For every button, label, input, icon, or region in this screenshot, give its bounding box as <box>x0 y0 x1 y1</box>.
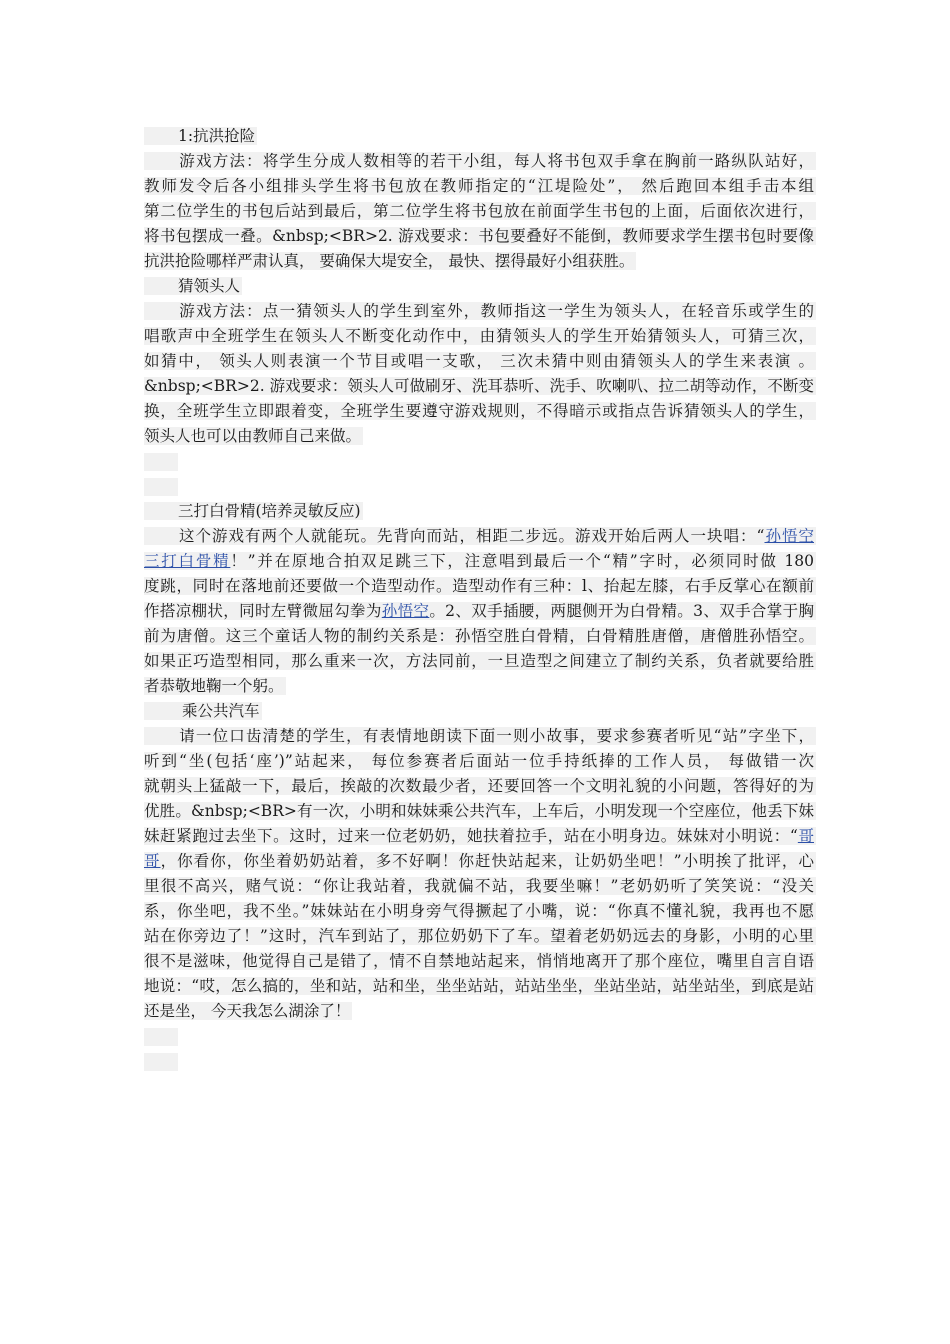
paragraph-line: 还是坐， 今天我怎么湖涂了！ <box>144 1002 351 1020</box>
link-sun-wukong-2[interactable]: 孙悟空 <box>381 602 430 620</box>
paragraph-line: 请一位口齿清楚的学生，有表情地朗读下面一则小故事，要求参赛者听见“站”字坐下， <box>144 724 816 749</box>
link-brother[interactable]: 哥 <box>797 827 814 845</box>
paragraph-line: 抗洪抢险哪样严肃认真， 要确保大堤安全， 最快、摆得最好小组获胜。 <box>144 252 635 270</box>
section-title-flood: 1:抗洪抢险 <box>144 124 816 149</box>
link-three-strikes[interactable]: 三打白骨精 <box>144 552 231 570</box>
empty-paragraph <box>144 1024 816 1049</box>
paragraph-line: 地说：“哎，怎么搞的，坐和站，站和坐，坐坐站站，站站坐坐，坐站坐站，站坐站坐，到底是站 <box>144 977 814 995</box>
link-sun-wukong[interactable]: 孙悟空 <box>764 527 814 545</box>
section-title-bus: 乘公共汽车 <box>144 699 816 724</box>
paragraph-line: 换，全班学生立即跟着变，全班学生要遵守游戏规则，不得暗示或指点告诉猜领头人的学生， <box>144 402 814 420</box>
document-body <box>144 124 816 1074</box>
paragraph-line: 第二位学生的书包后站到最后，第二位学生将书包放在前面学生书包的上面，后面依次进行， <box>144 202 814 220</box>
paragraph-line: 里很不高兴，赌气说：“你让我站着，我就偏不站，我要坐嘛！”老奶奶听了笑笑说：“没关 <box>144 877 814 895</box>
empty-paragraph <box>144 449 816 474</box>
paragraph-line: 三打白骨精！”并在原地合拍双足跳三下，注意唱到最后一个“精”字时，必须同时做 180 <box>144 552 814 570</box>
section-title-guess-leader: 猜领头人 <box>144 274 816 299</box>
paragraph-line: 作搭凉棚状，同时左臂微屈勾拳为孙悟空。2、双手插腰，两腿侧开为白骨精。3、双手合掌于胸 <box>144 602 814 620</box>
empty-paragraph <box>144 1049 816 1074</box>
empty-paragraph <box>144 474 816 499</box>
paragraph-line: 系，你坐吧，我不坐。”妹妹站在小明身旁气得撅起了小嘴，说：“你真不懂礼貌，我再也不愿 <box>144 902 814 920</box>
paragraph-line: 唱歌声中全班学生在领头人不断变化动作中，由猜领头人的学生开始猜领头人，可猜三次， <box>144 327 814 345</box>
paragraph-line: 听到“坐(包括‘座’)”站起来， 每位参赛者后面站一位手持纸捧的工作人员， 每做错一次 <box>144 752 814 770</box>
paragraph-line: 如果正巧造型相同，那么重来一次，方法同前，一旦造型之间建立了制约关系，负者就要给胜 <box>144 652 814 670</box>
paragraph-line: 游戏方法：将学生分成人数相等的若干小组，每人将书包双手拿在胸前一路纵队站好， <box>144 149 816 174</box>
section-title-three-strikes: 三打白骨精(培养灵敏反应) <box>144 499 816 524</box>
paragraph-line: 者恭敬地鞠一个躬。 <box>144 677 284 695</box>
paragraph-line: 度跳，同时在落地前还要做一个造型动作。造型动作有三种：l、抬起左膝，右手反掌心在额前 <box>144 577 814 595</box>
paragraph-line: 优胜。&nbsp;<BR>有一次，小明和妹妹乘公共汽车，上车后，小明发现一个空座位，他丢下妹 <box>144 802 814 820</box>
paragraph-line: 游戏方法：点一猜领头人的学生到室外，教师指这一学生为领头人，在轻音乐或学生的 <box>144 299 816 324</box>
paragraph-line: 站在你旁边了！”这时，汽车到站了，那位奶奶下了车。望着老奶奶远去的身影，小明的心里 <box>144 927 814 945</box>
paragraph-line: 领头人也可以由教师自己来做。 <box>144 427 362 445</box>
paragraph-line: 就朝头上猛敲一下，最后，挨敲的次数最少者，还要回答一个文明礼貌的小问题，答得好的为 <box>144 777 814 795</box>
paragraph-line: 哥，你看你，你坐着奶奶站着，多不好啊！你赶快站起来，让奶奶坐吧！”小明挨了批评，心 <box>144 852 814 870</box>
paragraph-line: 教师发令后各小组排头学生将书包放在教师指定的“江堤险处”， 然后跑回本组手击本组 <box>144 177 814 195</box>
paragraph-line: 前为唐僧。这三个童话人物的制约关系是：孙悟空胜白骨精，白骨精胜唐僧，唐僧胜孙悟空。 <box>144 627 814 645</box>
paragraph-line: 这个游戏有两个人就能玩。先背向而站，相距二步远。游戏开始后两人一块唱：“孙悟空 <box>144 524 816 549</box>
link-brother-2[interactable]: 哥 <box>144 852 161 870</box>
paragraph-line: &nbsp;<BR>2. 游戏要求：领头人可做刷牙、洗耳恭听、洗手、吹喇叭、拉二胡等动作，不断变 <box>144 377 814 395</box>
paragraph-line: 将书包摆成一叠。&nbsp;<BR>2. 游戏要求：书包要叠好不能倒，教师要求学生摆书包时要像 <box>144 227 814 245</box>
paragraph-line: 很不是滋味，他觉得自己是错了，情不自禁地站起来，悄悄地离开了那个座位，嘴里自言自语 <box>144 952 814 970</box>
paragraph-line: 妹赶紧跑过去坐下。这时，过来一位老奶奶，她扶着拉手，站在小明身边。妹妹对小明说：“哥 <box>144 827 814 845</box>
paragraph-line: 如猜中， 领头人则表演一个节目或唱一支歌， 三次未猜中则由猜领头人的学生来表演 。 <box>144 352 814 370</box>
